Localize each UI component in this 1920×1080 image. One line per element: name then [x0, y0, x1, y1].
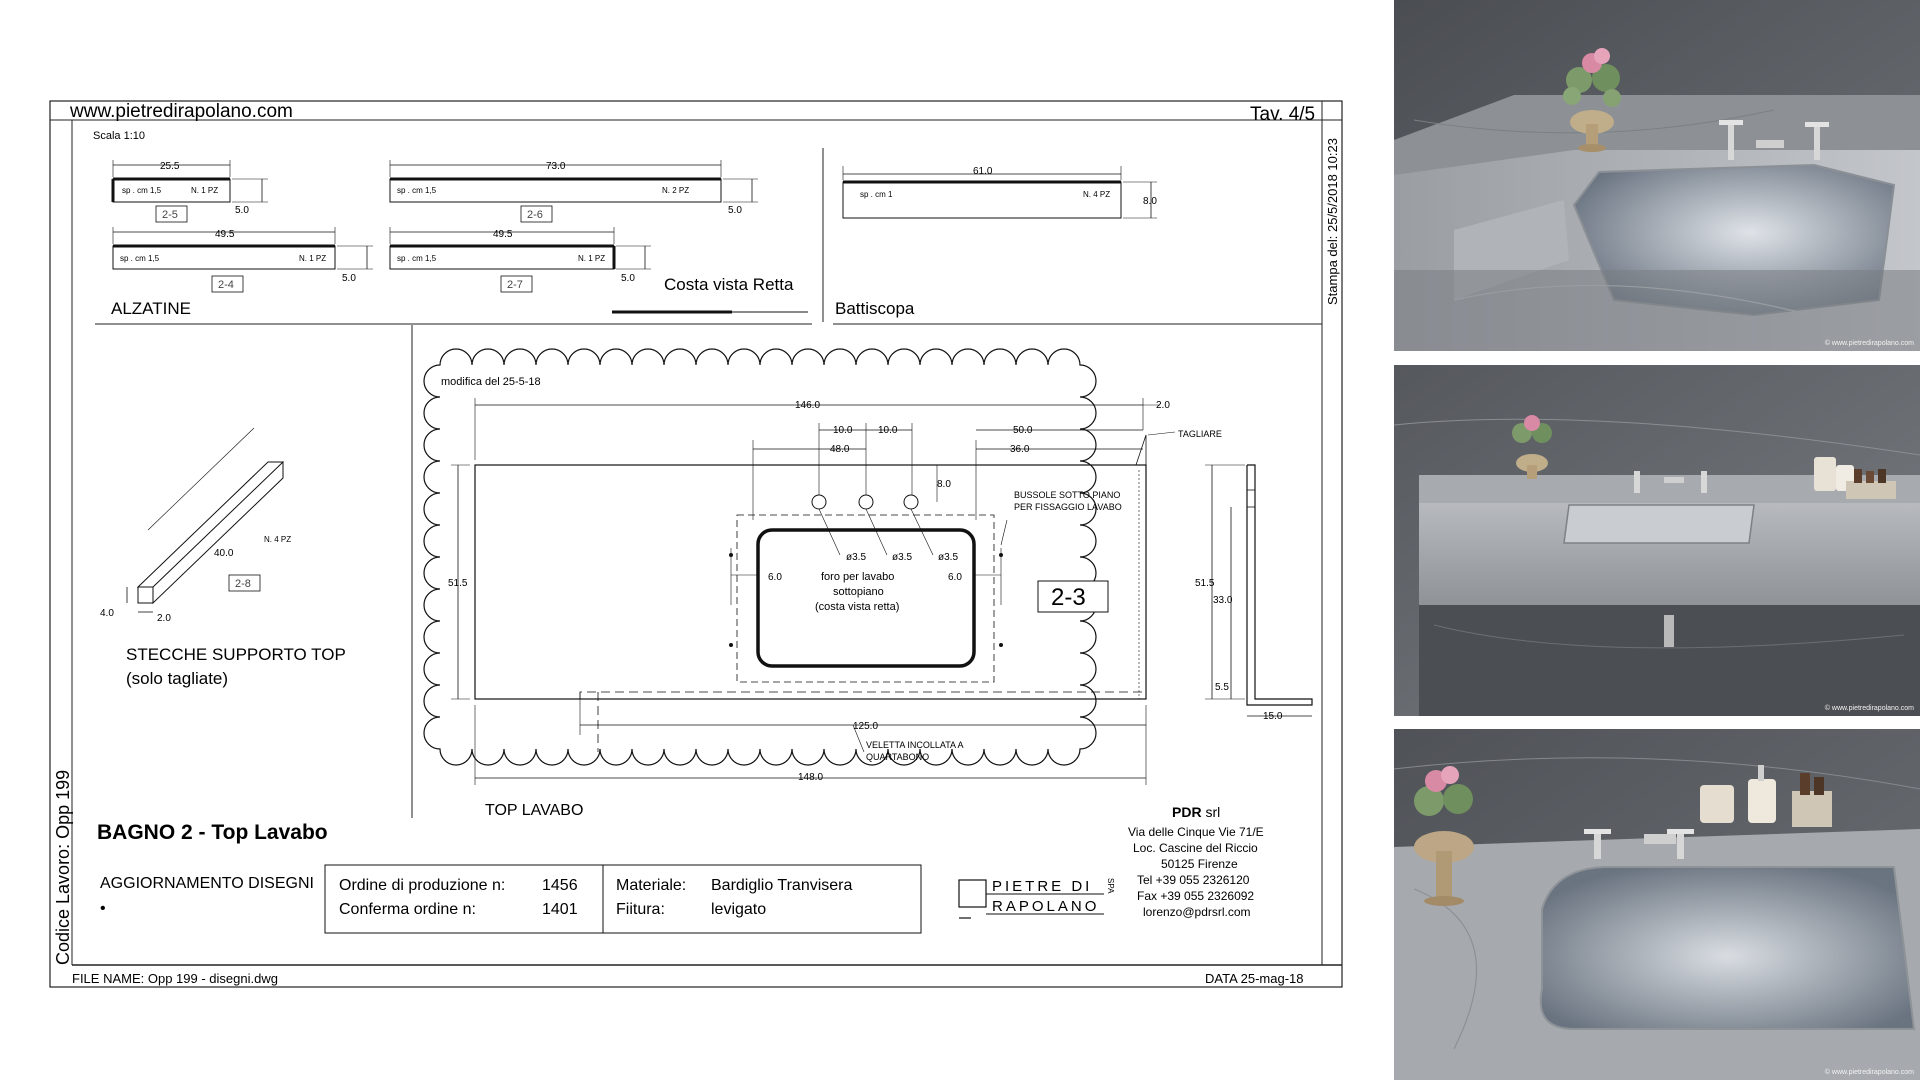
- battiscopa-title: Battiscopa: [835, 299, 915, 318]
- dim-hole-dia3: ø3.5: [938, 552, 959, 563]
- dim-hole-offset: 8.0: [937, 479, 951, 490]
- order-box: [325, 865, 921, 933]
- veletta-label-1: VELETTA INCOLLATA A: [866, 740, 964, 750]
- top-section-profile: [1205, 465, 1312, 716]
- svg-text:73.0: 73.0: [546, 161, 566, 172]
- photo-sink-detail: [1394, 729, 1920, 1080]
- bussola-dot: [729, 553, 733, 557]
- svg-text:49.5: 49.5: [215, 229, 235, 240]
- bussole-label-1: BUSSOLE SOTTO PIANO: [1014, 490, 1121, 500]
- dim-side-right: 6.0: [948, 572, 962, 583]
- codice-lavoro: Codice Lavoro: Opp 199: [53, 769, 73, 965]
- print-stamp: Stampa del: 25/5/2018 10:23: [1325, 138, 1340, 305]
- section-depth: 51.5: [1195, 578, 1215, 589]
- aggiornamento-label: AGGIORNAMENTO DISEGNI: [100, 875, 314, 892]
- veletta-label-2: QUARTABONO: [866, 752, 930, 762]
- section-lip: 15.0: [1263, 711, 1283, 722]
- stecche-title: STECCHE SUPPORTO TOP: [126, 645, 346, 664]
- foro-label-3: (costa vista retta): [815, 601, 900, 613]
- address-line-1: Via delle Cinque Vie 71/E: [1128, 825, 1264, 839]
- section-low: 5.5: [1215, 682, 1229, 693]
- sheet-date: DATA 25-mag-18: [1205, 971, 1304, 986]
- alzatina-2-6: [390, 160, 758, 222]
- dim-hole-dia1: ø3.5: [846, 552, 867, 563]
- section-inner: 33.0: [1213, 595, 1233, 606]
- bussola-dot: [999, 553, 1003, 557]
- svg-text:N. 1 PZ: N. 1 PZ: [299, 254, 327, 263]
- svg-text:5.0: 5.0: [342, 273, 356, 284]
- drawing-title: BAGNO 2 - Top Lavabo: [97, 821, 328, 844]
- address-line-2: Loc. Cascine del Riccio: [1133, 841, 1258, 855]
- dim-total: 146.0: [795, 400, 821, 411]
- file-name: FILE NAME: Opp 199 - disegni.dwg: [72, 971, 278, 986]
- foro-label-1: foro per lavabo: [821, 571, 895, 583]
- dim-bottom-total: 148.0: [798, 772, 824, 783]
- svg-text:N. 1 PZ: N. 1 PZ: [578, 254, 606, 263]
- dim-edge: 2.0: [1156, 400, 1170, 411]
- top-lavabo-title: TOP LAVABO: [485, 802, 584, 819]
- modifica-note: modifica del 25-5-18: [441, 376, 541, 388]
- svg-text:RAPOLANO: RAPOLANO: [992, 898, 1100, 915]
- materiale-label: Materiale:: [616, 877, 687, 894]
- svg-text:SPA: SPA: [1106, 878, 1115, 894]
- watermark: © www.pietredirapolano.com: [1824, 1069, 1914, 1076]
- scale-label: Scala 1:10: [93, 130, 145, 142]
- svg-text:61.0: 61.0: [973, 166, 993, 177]
- foro-label-2: sottopiano: [833, 586, 884, 598]
- alzatina-2-4: [113, 227, 373, 292]
- stecca-length: 40.0: [214, 548, 234, 559]
- dim-right-part: 36.0: [1010, 444, 1030, 455]
- dim-veletta: 125.0: [853, 721, 879, 732]
- svg-text:sp . cm 1,5: sp . cm 1,5: [397, 254, 437, 263]
- materiale-value: Bardiglio Tranvisera: [711, 877, 853, 894]
- email: lorenzo@pdrsrl.com: [1143, 905, 1251, 919]
- svg-text:5.0: 5.0: [235, 205, 249, 216]
- address-line-3: 50125 Firenze: [1161, 857, 1238, 871]
- battiscopa-piece: [843, 166, 1157, 218]
- top-code: 2-3: [1051, 584, 1086, 611]
- svg-text:2-4: 2-4: [218, 279, 234, 291]
- dim-depth: 51.5: [448, 578, 468, 589]
- svg-text:sp . cm 1: sp . cm 1: [860, 190, 893, 199]
- fax: Fax +39 055 2326092: [1137, 889, 1255, 903]
- svg-text:sp . cm 1,5: sp . cm 1,5: [120, 254, 160, 263]
- bussola-dot: [729, 643, 733, 647]
- dim-hole-gap1: 10.0: [833, 425, 853, 436]
- svg-text:2-5: 2-5: [162, 209, 178, 221]
- svg-text:PIETRE DI: PIETRE DI: [992, 878, 1093, 895]
- photo-sink-closeup: [1394, 0, 1920, 351]
- website-text: www.pietredirapolano.com: [70, 101, 293, 122]
- finitura-value: levigato: [711, 901, 767, 918]
- bussole-label-2: PER FISSAGGIO LAVABO: [1014, 502, 1122, 512]
- dim-side-left: 6.0: [768, 572, 782, 583]
- stecca-width: 2.0: [157, 613, 171, 624]
- pietre-di-rapolano-logo: [959, 878, 1115, 918]
- tagliare-label: TAGLIARE: [1178, 429, 1222, 439]
- svg-text:N. 4 PZ: N. 4 PZ: [1083, 190, 1111, 199]
- costa-vista-label: Costa vista Retta: [664, 275, 794, 294]
- dim-hole-dia2: ø3.5: [892, 552, 913, 563]
- phone: Tel +39 055 2326120: [1137, 873, 1250, 887]
- svg-text:8.0: 8.0: [1143, 196, 1157, 207]
- finitura-label: Fiitura:: [616, 901, 665, 918]
- svg-text:sp . cm 1,5: sp . cm 1,5: [122, 186, 162, 195]
- svg-text:49.5: 49.5: [493, 229, 513, 240]
- svg-text:25.5: 25.5: [160, 161, 180, 172]
- revision-cloud: [424, 349, 1096, 765]
- stecche-subtitle: (solo tagliate): [126, 669, 229, 688]
- watermark: © www.pietredirapolano.com: [1824, 705, 1914, 712]
- aggiornamento-bullet: •: [100, 900, 106, 917]
- svg-text:5.0: 5.0: [728, 205, 742, 216]
- alzatine-title: ALZATINE: [111, 299, 191, 318]
- stecca-code: 2-8: [235, 578, 251, 590]
- ordine-label: Ordine di produzione n:: [339, 877, 506, 894]
- company-name: PDR srl: [1172, 804, 1221, 820]
- watermark: © www.pietredirapolano.com: [1824, 340, 1914, 347]
- table-number: Tav. 4/5: [1250, 104, 1316, 125]
- photo-vanity-wide: [1394, 365, 1920, 716]
- alzatina-2-7: [390, 227, 651, 292]
- svg-text:sp . cm 1,5: sp . cm 1,5: [397, 186, 437, 195]
- dim-to-center: 48.0: [830, 444, 850, 455]
- svg-text:5.0: 5.0: [621, 273, 635, 284]
- alzatina-2-5: [113, 160, 268, 222]
- stecca-height: 4.0: [100, 608, 114, 619]
- svg-text:N. 2 PZ: N. 2 PZ: [662, 186, 690, 195]
- stecca-qty: N. 4 PZ: [264, 535, 292, 544]
- conferma-label: Conferma ordine n:: [339, 901, 476, 918]
- svg-text:N. 1 PZ: N. 1 PZ: [191, 186, 219, 195]
- conferma-value: 1401: [542, 901, 578, 918]
- ordine-value: 1456: [542, 877, 578, 894]
- bussola-dot: [999, 643, 1003, 647]
- dim-hole-gap2: 10.0: [878, 425, 898, 436]
- svg-text:2-6: 2-6: [527, 209, 543, 221]
- dim-to-right: 50.0: [1013, 425, 1033, 436]
- svg-text:2-7: 2-7: [507, 279, 523, 291]
